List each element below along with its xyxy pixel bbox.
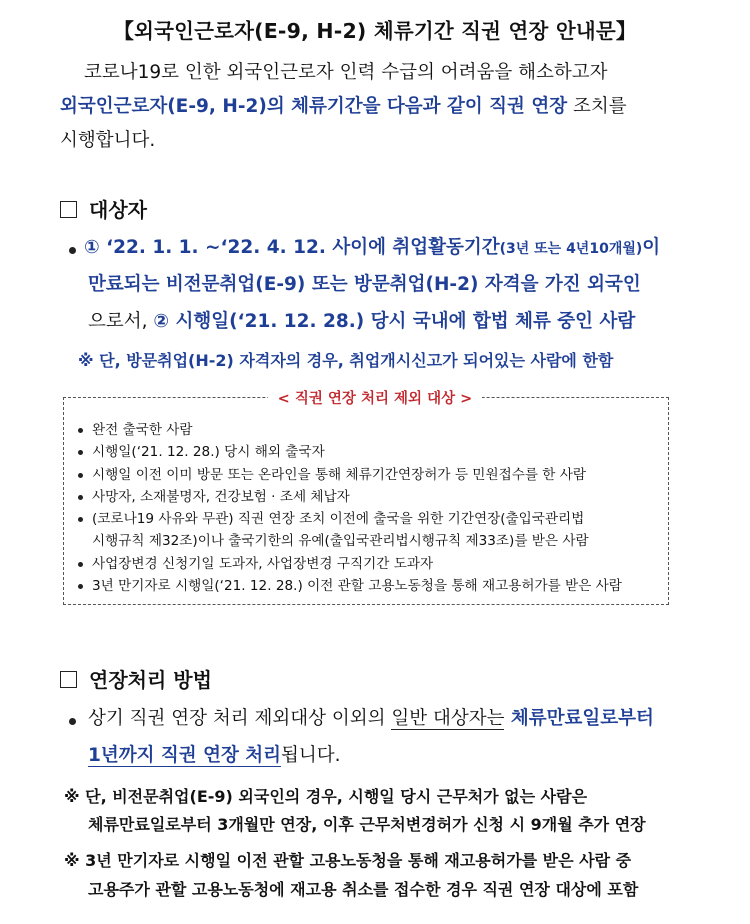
exclusion-item-text: 시행규칙 제32조)이나 출국기한의 유예(출입국관리법시행규칙 제33조)를 받은 사람 bbox=[92, 533, 589, 550]
section-heading-method-label: 연장처리 방법 bbox=[89, 668, 212, 692]
bullet-icon bbox=[78, 473, 83, 478]
exclusion-item-text: 3년 만기자로 시행일(‘21. 12. 28.) 이전 관할 고용노동청을 통해 재고용허가를 받은 사람 bbox=[92, 578, 622, 595]
exclusion-item bbox=[78, 508, 668, 530]
target-line-3-plain: 으로서, bbox=[88, 311, 154, 332]
exclusion-title-text: < 직권 연장 처리 제외 대상 > bbox=[268, 391, 483, 407]
intro-line-2-rest: 조치를 bbox=[567, 96, 627, 117]
bullet-icon bbox=[78, 428, 83, 433]
exclusion-item-text: 사망자, 소재불명자, 건강보험 · 조세 체납자 bbox=[92, 488, 350, 505]
method-note-1-line-1: ※ 단, 비전문취업(E-9) 외국인의 경우, 시행일 당시 근무처가 없는 사람은 bbox=[64, 787, 588, 806]
target-line-2: 만료되는 비전문취업(E-9) 또는 방문취업(H-2) 자격을 가진 외국인 bbox=[88, 274, 641, 295]
exclusion-list bbox=[78, 419, 668, 597]
intro-line-2 bbox=[60, 90, 700, 124]
method-line-2-bold: 1년까지 직권 연장 처리 bbox=[88, 745, 282, 766]
target-period-note: (3년 또는 4년10개월) bbox=[499, 241, 643, 257]
exclusion-item-continuation bbox=[78, 530, 668, 552]
method-note-1-line-2: 체류만료일로부터 3개월만 연장, 이후 근무처변경허가 신청 시 9개월 추가 연장 bbox=[88, 815, 646, 834]
bullet-icon bbox=[78, 495, 83, 500]
intro-highlight: 외국인근로자(E-9, H-2)의 체류기간을 다음과 같이 직권 연장 bbox=[60, 96, 568, 117]
method-line-2 bbox=[88, 741, 341, 767]
checkbox-square-icon bbox=[60, 671, 77, 688]
method-line-1 bbox=[88, 704, 654, 730]
exclusion-item bbox=[78, 419, 668, 441]
exclusion-item-text: 사업장변경 신청기일 도과자, 사업장변경 구직기간 도과자 bbox=[92, 555, 434, 572]
section-heading-method bbox=[60, 664, 212, 693]
target-line-3 bbox=[88, 307, 635, 333]
intro-line-3: 시행합니다. bbox=[60, 130, 156, 151]
page-title: 【외국인근로자(E-9, H-2) 체류기간 직권 연장 안내문】 bbox=[113, 19, 637, 43]
exclusion-item-text: 완전 출국한 사람 bbox=[92, 422, 193, 438]
target-line-1 bbox=[84, 233, 660, 259]
target-line-1-end: 이 bbox=[642, 237, 661, 258]
exclusion-item bbox=[78, 441, 668, 463]
exclusion-item bbox=[78, 464, 668, 486]
bullet-icon bbox=[69, 718, 76, 725]
target-note: ※ 단, 방문취업(H-2) 자격자의 경우, 취업개시신고가 되어있는 사람에 한함 bbox=[78, 351, 614, 370]
bullet-icon bbox=[78, 450, 83, 455]
section-heading-target bbox=[60, 194, 147, 223]
exclusion-item-text: 시행일 이전 이미 방문 또는 온라인을 통해 체류기간연장허가 등 민원접수를 한 사람 bbox=[92, 466, 587, 483]
section-heading-target-label: 대상자 bbox=[89, 198, 147, 222]
intro-line-1: 코로나19로 인한 외국인근로자 인력 수급의 어려움을 해소하고자 bbox=[84, 62, 608, 83]
method-note-2-line-2: 고용주가 관할 고용노동청에 재고용 취소를 접수한 경우 직권 연장 대상에 포함 bbox=[88, 880, 639, 899]
exclusion-title bbox=[0, 387, 750, 408]
method-line-2-plain: 됩니다. bbox=[281, 745, 341, 766]
bullet-icon bbox=[78, 584, 83, 589]
target-period: ① ‘22. 1. 1. ~‘22. 4. 12. 사이에 취업활동기간 bbox=[84, 237, 500, 258]
method-note-2-line-1: ※ 3년 만기자로 시행일 이전 관할 고용노동청을 통해 재고용허가를 받은 사람 중 bbox=[64, 851, 632, 870]
exclusion-item bbox=[78, 553, 668, 575]
checkbox-square-icon bbox=[60, 201, 77, 218]
target-line-3-bold: ② 시행일(‘21. 12. 28.) 당시 국내에 합법 체류 중인 사람 bbox=[153, 311, 636, 332]
exclusion-item bbox=[78, 486, 668, 508]
bullet-icon bbox=[69, 247, 76, 254]
method-underline: 일반 대상자는 bbox=[391, 708, 505, 729]
exclusion-item bbox=[78, 575, 668, 597]
exclusion-item-text: (코로나19 사유와 무관) 직권 연장 조치 이전에 출국을 위한 기간연장(출입국관리법 bbox=[92, 511, 585, 528]
method-line-1-bold: 체류만료일로부터 bbox=[504, 708, 654, 729]
exclusion-item-text: 시행일(‘21. 12. 28.) 당시 해외 출국자 bbox=[92, 444, 325, 461]
method-line-1-plain: 상기 직권 연장 처리 제외대상 이외의 bbox=[88, 708, 392, 729]
bullet-icon bbox=[78, 517, 83, 522]
bullet-icon bbox=[78, 562, 83, 567]
